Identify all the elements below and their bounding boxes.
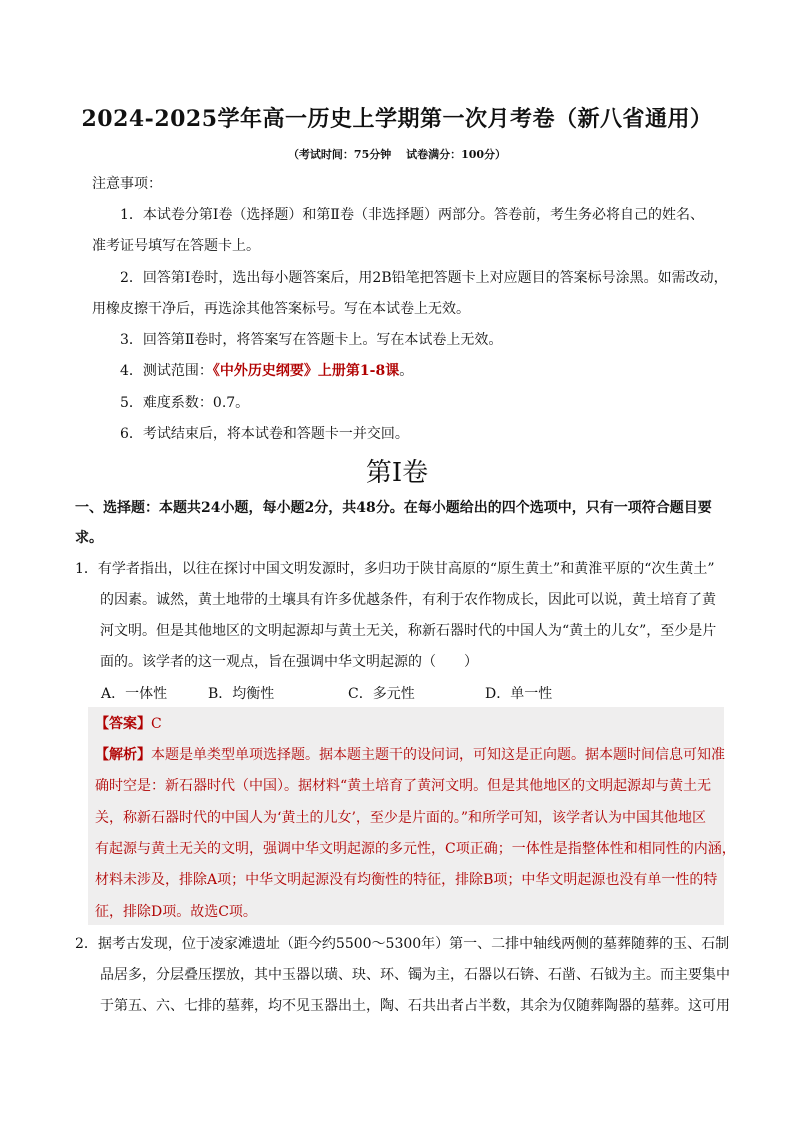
analysis-line-2: 确时空是：新石器时代（中国）。据材料“黄土培育了黄河文明。但是其他地区的文明起源却与黄土无 <box>95 778 712 794</box>
part-instruction: 一、选择题：本题共24小题，每小题2分，共48分。在每小题给出的四个选项中，只有一项符合题目要 <box>75 500 712 516</box>
note-4 <box>120 361 413 381</box>
note-2: 2．回答第Ⅰ卷时，选出每小题答案后，用2B铅笔把答题卡上对应题目的答案标号涂黑。如需改动， <box>120 270 728 286</box>
notes-heading: 注意事项： <box>92 176 162 192</box>
answer-value: C <box>151 716 162 732</box>
note-4-label: 4．测试范围： <box>120 363 213 379</box>
note-1-cont: 准考证号填写在答题卡上。 <box>92 238 260 254</box>
note-5: 5．难度系数：0.7。 <box>120 395 250 411</box>
q2-stem-2: 品居多，分层叠压摆放，其中玉器以璜、玦、环、镯为主，石器以石锛、石凿、石钺为主。而主要集中 <box>100 967 730 983</box>
q1-option-a: A．一体性 <box>101 686 168 702</box>
section-title: 第Ⅰ卷 <box>365 458 429 488</box>
part-instruction-cont: 求。 <box>75 530 103 546</box>
page-title: 2024-2025学年高一历史上学期第一次月考卷（新八省通用） <box>81 106 713 132</box>
exam-info: （考试时间：75分钟 试卷满分：100分） <box>287 148 507 161</box>
analysis-line-4: 有起源与黄土无关的文明，强调中华文明起源的多元性，C项正确；一体性是指整体性和相同性的内涵， <box>95 841 736 857</box>
analysis-line-1: 本题是单类型单项选择题。据本题主题干的设问词，可知这是正向题。据本题时间信息可知准 <box>151 747 725 763</box>
note-2-cont: 用橡皮擦干净后，再选涂其他答案标号。写在本试卷上无效。 <box>92 301 470 317</box>
q1-answer <box>95 714 162 734</box>
analysis-tag: 【解析】 <box>95 747 151 763</box>
note-4-end: 。 <box>399 363 414 379</box>
q1-option-c: C．多元性 <box>348 686 415 702</box>
q2-stem: 2．据考古发现，位于凌家滩遗址（距今约5500～5300年）第一、二排中轴线两侧的墓葬随葬的玉、石制 <box>75 936 730 952</box>
q1-option-d: D．单一性 <box>485 686 553 702</box>
q1-analysis <box>95 745 725 765</box>
q1-option-b: B．均衡性 <box>208 686 275 702</box>
note-3: 3．回答第Ⅱ卷时，将答案写在答题卡上。写在本试卷上无效。 <box>120 332 503 348</box>
q1-stem-4: 面的。该学者的这一观点，旨在强调中华文明起源的（ ） <box>100 654 478 670</box>
test-range: 《中外历史纲要》上册第1-8课 <box>212 363 400 379</box>
analysis-line-3: 关，称新石器时代的中国人为‘黄土的儿女’，至少是片面的。”和所学可知，该学者认为中国其他地区 <box>95 810 707 826</box>
analysis-line-6: 征，排除D项。故选C项。 <box>95 904 257 920</box>
q1-stem: 1．有学者指出，以往在探讨中国文明发源时，多归功于陕甘高原的“原生黄土”和黄淮平原的“次生黄土” <box>75 561 715 577</box>
q1-stem-3: 河文明。但是其他地区的文明起源却与黄土无关，称新石器时代的中国人为“黄土的儿女”，至少是片 <box>100 623 717 639</box>
q1-stem-2: 的因素。诚然，黄土地带的土壤具有许多优越条件，有利于农作物成长，因此可以说，黄土培育了黄 <box>100 592 716 608</box>
answer-tag: 【答案】 <box>95 716 151 732</box>
note-1: 1．本试卷分第Ⅰ卷（选择题）和第Ⅱ卷（非选择题）两部分。答卷前，考生务必将自己的姓名、 <box>120 207 704 223</box>
analysis-line-5: 材料未涉及，排除A项；中华文明起源没有均衡性的特征，排除B项；中华文明起源也没有单一性的特 <box>95 872 718 888</box>
note-6: 6．考试结束后，将本试卷和答题卡一并交回。 <box>120 426 409 442</box>
q2-stem-3: 于第五、六、七排的墓葬，均不见玉器出土，陶、石共出者占半数，其余为仅随葬陶器的墓葬。这可用 <box>100 998 730 1014</box>
